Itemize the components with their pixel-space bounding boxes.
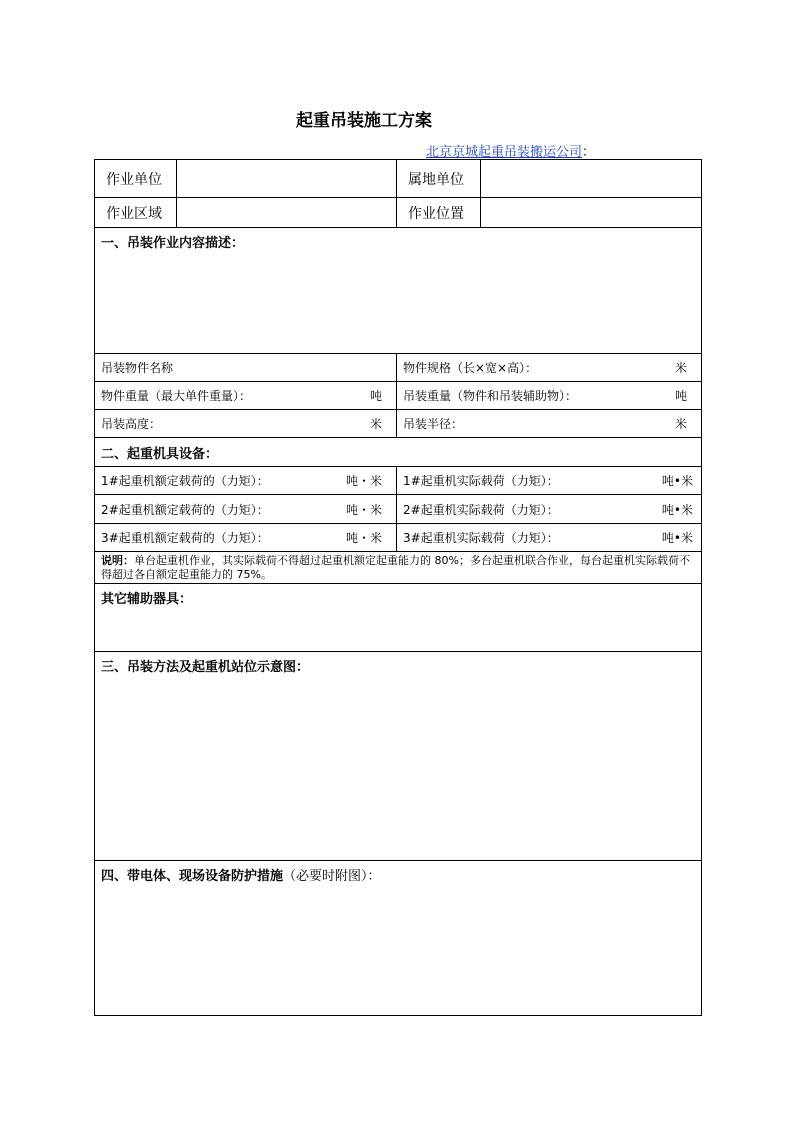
crane-row-1	[95, 467, 702, 495]
crane1-rated-label: 1#起重机额定载荷的（力矩）：	[101, 474, 269, 488]
crane3-actual-label: 3#起重机实际载荷（力矩）：	[403, 531, 559, 545]
crane2-actual-cell[interactable]	[397, 495, 702, 524]
section3-heading: 三、吊装方法及起重机站位示意图：	[101, 660, 310, 675]
company-line	[426, 141, 595, 160]
section3-row	[95, 652, 702, 861]
object-weight-row	[95, 382, 702, 410]
crane1-actual-unit: 吨•米	[661, 474, 693, 488]
crane-row-3	[95, 524, 702, 552]
object-weight-cell[interactable]	[95, 382, 397, 410]
header-row-1	[95, 160, 702, 198]
crane3-rated-label: 3#起重机额定载荷的（力矩）：	[101, 531, 269, 545]
lift-radius-label: 吊装半径：	[403, 417, 464, 431]
object-spec-cell[interactable]	[397, 354, 702, 382]
note-cell	[95, 552, 702, 584]
lift-weight-cell[interactable]	[397, 382, 702, 410]
lift-height-cell[interactable]	[95, 410, 397, 438]
crane3-rated-unit: 吨・米	[345, 531, 382, 545]
lift-height-label: 吊装高度：	[101, 417, 162, 431]
crane3-actual-cell[interactable]	[397, 524, 702, 552]
work-unit-field[interactable]	[177, 160, 397, 198]
document-title: 起重吊装施工方案	[296, 111, 432, 131]
work-area-field[interactable]	[177, 198, 397, 228]
company-link[interactable]: 北京京城起重吊装搬运公司	[425, 145, 582, 160]
local-unit-label: 属地单位	[397, 160, 481, 198]
lift-radius-cell[interactable]	[397, 410, 702, 438]
section1-row	[95, 228, 702, 354]
crane1-actual-label: 1#起重机实际载荷（力矩）：	[403, 474, 559, 488]
crane1-actual-cell[interactable]	[397, 467, 702, 495]
crane1-rated-cell[interactable]	[95, 467, 397, 495]
object-name-cell[interactable]	[95, 354, 397, 382]
section1-heading: 一、吊装作业内容描述：	[101, 236, 245, 251]
work-location-field[interactable]	[481, 198, 702, 228]
crane3-rated-cell[interactable]	[95, 524, 397, 552]
aux-row	[95, 584, 702, 652]
object-weight-label: 物件重量（最大单件重量）：	[101, 389, 252, 403]
crane2-rated-cell[interactable]	[95, 495, 397, 524]
crane3-actual-unit: 吨•米	[661, 531, 693, 545]
lift-radius-unit: 米	[674, 417, 687, 431]
lift-weight-unit: 吨	[674, 389, 687, 403]
crane1-rated-unit: 吨・米	[345, 474, 382, 488]
section4-heading: 四、带电体、现场设备防护措施	[101, 869, 284, 884]
section1-area[interactable]	[95, 228, 702, 354]
work-location-label: 作业位置	[397, 198, 481, 228]
object-name-label: 吊装物件名称	[101, 361, 174, 375]
section4-row	[95, 861, 702, 1016]
work-unit-label: 作业单位	[95, 160, 177, 198]
aux-heading: 其它辅助器具：	[101, 592, 193, 607]
lift-height-row	[95, 410, 702, 438]
crane2-actual-label: 2#起重机实际载荷（力矩）：	[403, 502, 559, 517]
local-unit-field[interactable]	[481, 160, 702, 198]
note-prefix: 说明：	[101, 553, 134, 567]
crane2-actual-unit: 吨•米	[661, 502, 693, 517]
section3-area[interactable]	[95, 652, 702, 861]
aux-area[interactable]	[95, 584, 702, 652]
object-spec-label: 物件规格（长×宽×高）：	[403, 361, 538, 375]
crane2-rated-label: 2#起重机额定载荷的（力矩）：	[101, 502, 269, 517]
section4-area[interactable]	[95, 861, 702, 1016]
lift-weight-label: 吊装重量（物件和吊装辅助物）：	[403, 389, 578, 403]
lift-height-unit: 米	[369, 417, 382, 431]
crane2-rated-unit: 吨・米	[345, 502, 382, 517]
section2-row	[95, 438, 702, 467]
object-spec-unit: 米	[674, 361, 687, 375]
header-row-2	[95, 198, 702, 228]
work-area-label: 作业区域	[95, 198, 177, 228]
crane-row-2	[95, 495, 702, 524]
construction-plan-form	[94, 159, 702, 1016]
note-text: 单台起重机作业，其实际载荷不得超过起重机额定起重能力的 80%；多台起重机联合作业，每台起重机实际载荷不得超过各自额定起重能力的 75%。	[101, 553, 690, 581]
section4-suffix: （必要时附图）：	[283, 869, 381, 884]
object-name-row	[95, 354, 702, 382]
section2-heading: 二、起重机具设备：	[95, 438, 702, 467]
note-row	[95, 552, 702, 584]
company-suffix: ：	[581, 145, 595, 160]
object-weight-unit: 吨	[369, 389, 382, 403]
